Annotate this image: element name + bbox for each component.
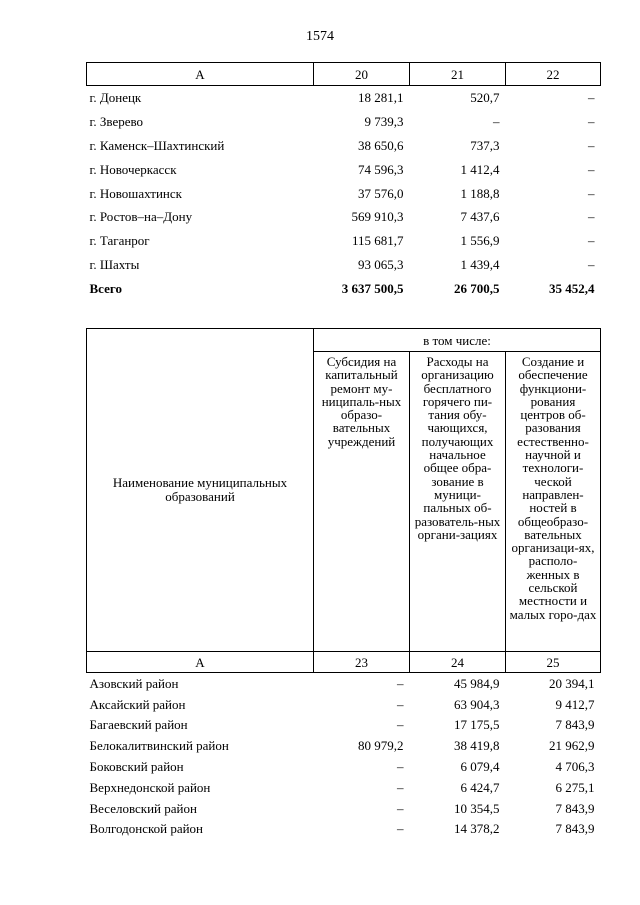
table-row xyxy=(87,735,601,756)
row-value-c23: – xyxy=(397,800,404,816)
row-value-c24: 14 378,2 xyxy=(454,821,500,837)
total-col-22: 35 452,4 xyxy=(549,280,595,296)
table-row xyxy=(87,110,601,134)
row-value-c22: – xyxy=(588,114,595,130)
row-name-cell: Волгодонской район xyxy=(89,821,204,837)
row-name-cell: Верхнедонской район xyxy=(89,779,211,795)
budget-table-cities xyxy=(86,62,601,300)
row-value-c20: 93 065,3 xyxy=(358,256,404,272)
row-value-c24: 17 175,5 xyxy=(454,717,500,733)
table-row xyxy=(87,777,601,798)
table-row xyxy=(87,694,601,715)
row-name-cell: Багаевский район xyxy=(89,717,188,733)
row-value-c20: 18 281,1 xyxy=(358,90,404,106)
table-row xyxy=(87,253,601,277)
page-number: 1574 xyxy=(306,29,334,44)
row-value-c23: – xyxy=(397,717,404,733)
row-name-cell: г. Каменск–Шахтинский xyxy=(89,137,225,153)
column-header-22: 22 xyxy=(506,63,601,86)
row-name-cell: г. Донецк xyxy=(89,90,142,106)
table-row xyxy=(87,157,601,181)
row-value-c24: 38 419,8 xyxy=(454,738,500,754)
row-value-c21: – xyxy=(493,114,500,130)
table-row xyxy=(87,86,601,110)
table-row xyxy=(87,229,601,253)
row-name-cell: г. Зверево xyxy=(89,114,144,130)
table-row xyxy=(87,819,601,840)
row-name-cell: г. Таганрог xyxy=(89,233,150,249)
row-value-c22: – xyxy=(588,256,595,272)
row-value-c23: – xyxy=(397,779,404,795)
row-value-c25: 9 412,7 xyxy=(555,696,595,712)
column-index-row xyxy=(87,652,601,673)
table-row xyxy=(87,715,601,736)
row-value-c24: 63 904,3 xyxy=(454,696,500,712)
group-header-row xyxy=(87,329,601,352)
row-value-c25: 21 962,9 xyxy=(549,738,595,754)
row-value-c21: 1 439,4 xyxy=(460,256,500,272)
row-value-c24: 6 079,4 xyxy=(460,759,500,775)
row-name-cell: г. Ростов–на–Дону xyxy=(89,209,193,225)
row-value-c25: 7 843,9 xyxy=(555,800,595,816)
row-name-cell: г. Шахты xyxy=(89,256,140,272)
column-header-a: А xyxy=(87,63,314,86)
index-23: 23 xyxy=(314,652,410,673)
index-24: 24 xyxy=(410,652,506,673)
row-value-c23: – xyxy=(397,759,404,775)
row-value-c21: 737,3 xyxy=(470,137,500,153)
table-header-row xyxy=(87,63,601,86)
row-value-c23: 80 979,2 xyxy=(358,738,404,754)
row-value-c24: 6 424,7 xyxy=(460,779,500,795)
row-value-c22: – xyxy=(588,90,595,106)
row-value-c21: 7 437,6 xyxy=(460,209,500,225)
row-value-c21: 1 556,9 xyxy=(460,233,500,249)
row-value-c24: 10 354,5 xyxy=(454,800,500,816)
total-col-21: 26 700,5 xyxy=(454,280,500,296)
row-value-c20: 115 681,7 xyxy=(351,233,404,249)
index-a: А xyxy=(87,652,314,673)
table-row xyxy=(87,205,601,229)
table-row xyxy=(87,798,601,819)
row-value-c25: 7 843,9 xyxy=(555,717,595,733)
total-col-20: 3 637 500,5 xyxy=(341,280,404,296)
table-row xyxy=(87,756,601,777)
row-value-c20: 569 910,3 xyxy=(351,209,404,225)
municipality-name-header: Наименование муниципальных образований xyxy=(87,329,314,652)
row-value-c20: 74 596,3 xyxy=(358,161,404,177)
row-name-cell: Аксайский район xyxy=(89,696,186,712)
row-value-c21: 520,7 xyxy=(470,90,500,106)
row-value-c22: – xyxy=(588,209,595,225)
total-row xyxy=(87,276,601,300)
table-row xyxy=(87,673,601,694)
row-value-c24: 45 984,9 xyxy=(454,675,500,691)
row-value-c20: 9 739,3 xyxy=(364,114,404,130)
total-label: Всего xyxy=(89,280,122,296)
budget-table-districts xyxy=(86,328,601,839)
column-header-21: 21 xyxy=(410,63,506,86)
row-value-c22: – xyxy=(588,185,595,201)
row-name-cell: Азовский район xyxy=(89,675,179,691)
row-name-cell: Белокалитвинский район xyxy=(89,738,229,754)
row-value-c23: – xyxy=(397,821,404,837)
row-value-c21: 1 412,4 xyxy=(460,161,500,177)
row-value-c20: 38 650,6 xyxy=(358,137,404,153)
group-header-including: в том числе: xyxy=(314,329,601,352)
row-value-c21: 1 188,8 xyxy=(460,185,500,201)
column-header-hot-meals-expenses: Расходы на организацию бесплатного горячего пи-тания обу-чающихся, получающих начальное общее обра-зование в муници-пальных об-разователь-ных органи-зациях xyxy=(410,352,506,652)
row-value-c25: 4 706,3 xyxy=(555,759,595,775)
row-name-cell: г. Новочеркасск xyxy=(89,161,177,177)
row-value-c25: 7 843,9 xyxy=(555,821,595,837)
column-header-capital-repair-subsidy: Субсидия на капитальный ремонт му-ниципаль-ных образо-вательных учреждений xyxy=(314,352,410,652)
row-value-c25: 20 394,1 xyxy=(549,675,595,691)
row-value-c23: – xyxy=(397,675,404,691)
column-header-education-centers: Создание и обеспечение функциони-рования центров об-разования естественно-научной и технологи-ческой направлен-ностей в общеобразо-вательных организаци-ях, располо-женных в сельской местности и малых горо-дах xyxy=(506,352,601,652)
table-row xyxy=(87,134,601,158)
row-value-c22: – xyxy=(588,161,595,177)
row-value-c22: – xyxy=(588,137,595,153)
row-name-cell: Боковский район xyxy=(89,759,184,775)
row-value-c20: 37 576,0 xyxy=(358,185,404,201)
row-name-cell: г. Новошахтинск xyxy=(89,185,182,201)
row-value-c23: – xyxy=(397,696,404,712)
index-25: 25 xyxy=(506,652,601,673)
column-header-20: 20 xyxy=(314,63,410,86)
row-name-cell: Веселовский район xyxy=(89,800,197,816)
row-value-c22: – xyxy=(588,233,595,249)
table-row xyxy=(87,181,601,205)
row-value-c25: 6 275,1 xyxy=(555,779,595,795)
